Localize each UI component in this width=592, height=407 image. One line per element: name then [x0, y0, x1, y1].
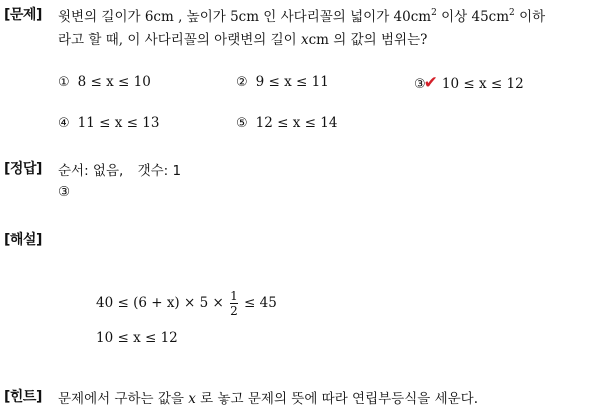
problem-line-2: [58, 28, 427, 48]
hint-label: [힌트]: [4, 389, 42, 405]
var-x: x: [301, 32, 309, 48]
sup-1: 2: [431, 8, 437, 18]
option-number: ①: [58, 75, 70, 90]
option-1[interactable]: [58, 74, 151, 90]
hint-b: 로 놓고 문제의 뜻에 따라 연립부등식을 세운다.: [195, 391, 478, 407]
problem-line-2-a: 라고 할 때, 이 사다리꼴의 아랫변의 길이: [58, 32, 301, 48]
hint-text: [58, 387, 478, 407]
solution-equation-2: 10 ≤ x ≤ 12: [96, 330, 178, 346]
answer-label: [정답]: [4, 161, 42, 177]
solution-label: [해설]: [4, 232, 42, 248]
problem-line-1-c: 이하: [514, 9, 546, 25]
option-expr: 10 ≤ x ≤ 12: [441, 76, 524, 92]
option-number: ③: [414, 77, 426, 92]
fraction-one-half: [230, 289, 238, 318]
option-expr: 11 ≤ x ≤ 13: [77, 115, 160, 131]
hint-a: 문제에서 구하는 값을: [58, 391, 189, 407]
problem-line-1-a: 윗변의 길이가 6cm , 높이가 5cm 인 사다리꼴의 넓이가 40cm: [58, 9, 432, 25]
solution-equation-1: [96, 289, 277, 318]
option-number: ⑤: [236, 116, 248, 131]
answer-count: 갯수: 1: [137, 163, 182, 179]
option-expr: 12 ≤ x ≤ 14: [255, 115, 338, 131]
var-x: x: [188, 391, 196, 407]
option-5[interactable]: [236, 115, 337, 131]
check-mark-icon: ✔: [423, 73, 438, 93]
answer-choice: ③: [58, 184, 71, 200]
option-2[interactable]: [236, 74, 329, 90]
problem-line-1: [58, 5, 545, 25]
answer-meta: [58, 159, 181, 179]
option-number: ②: [236, 75, 248, 90]
fraction-denominator: 2: [230, 304, 238, 318]
option-expr: 8 ≤ x ≤ 10: [77, 74, 151, 90]
answer-order: 순서: 없음,: [58, 163, 124, 179]
option-expr: 9 ≤ x ≤ 11: [255, 74, 329, 90]
option-4[interactable]: [58, 115, 159, 131]
sup-2: 2: [509, 8, 515, 18]
eq1-right: ≤ 45: [244, 295, 277, 311]
eq1-left: 40 ≤ (6 + x) × 5 ×: [96, 295, 224, 311]
problem-line-2-b: cm 의 값의 범위는?: [308, 32, 428, 48]
option-3[interactable]: [414, 73, 524, 93]
fraction-numerator: 1: [230, 289, 238, 303]
problem-label: [문제]: [4, 7, 42, 23]
problem-line-1-b: 이상 45cm: [436, 9, 510, 25]
option-number: ④: [58, 116, 70, 131]
